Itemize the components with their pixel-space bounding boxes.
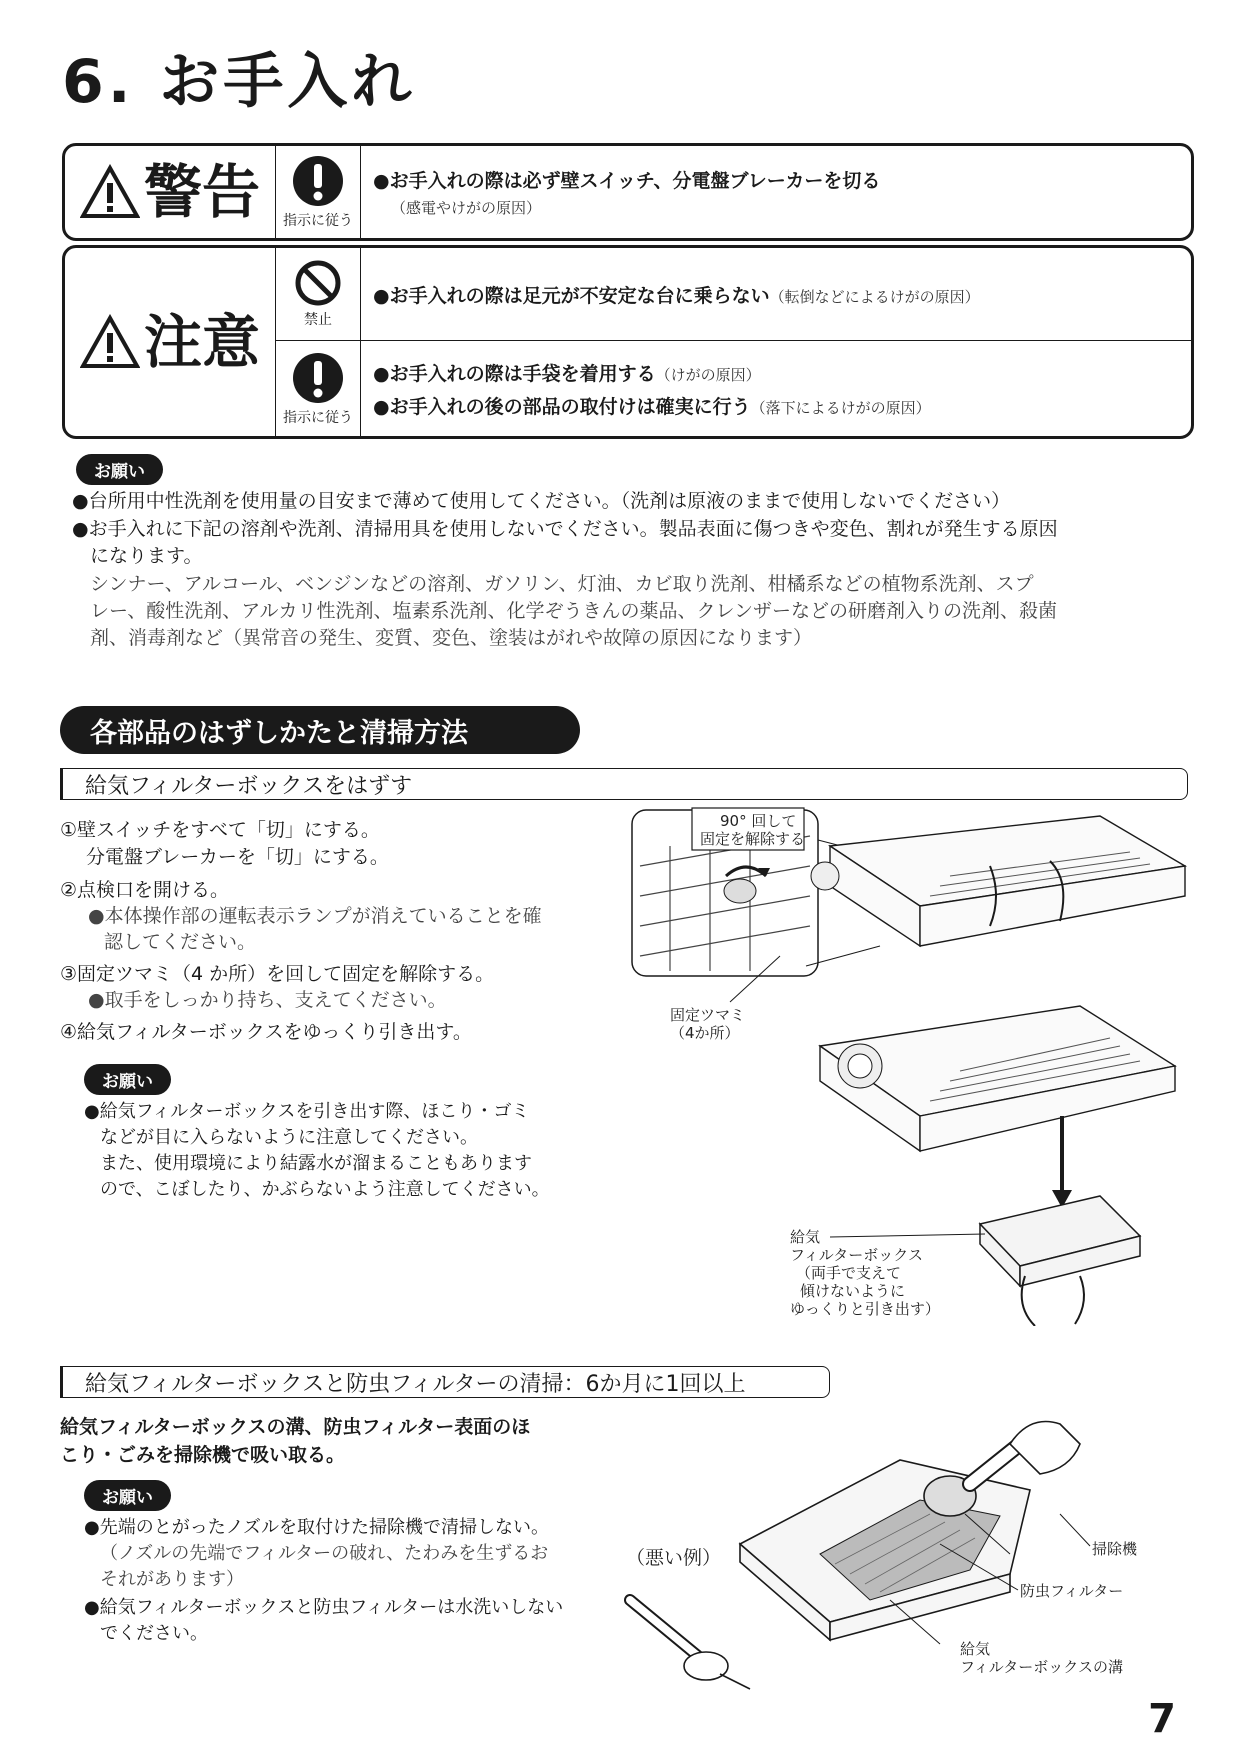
caution-box [62,245,1194,439]
warning-row [361,146,1191,238]
subsection-remove-filter-box: 給気フィルターボックスをはずす [60,768,1188,800]
filter-box-removal-illustration [630,806,1190,1326]
caution-row-1 [361,248,1191,341]
filter-box-label-1: 給気 [790,1228,821,1246]
request3-line4: ●給気フィルターボックスと防虫フィルターは水洗いしない [84,1597,564,1618]
request1-bullet2-line2: になります。 [90,545,203,567]
caution-row-2 [361,341,1191,436]
request2-line1: ●給気フィルターボックスを引き出す際、ほこり・ゴミ [84,1101,530,1122]
caution-row2-line2-reason: （落下によるけがの原因） [750,398,931,417]
warning-header [65,146,276,238]
vacuum-label: 掃除機 [1092,1540,1138,1558]
warning-triangle-icon [80,164,140,220]
caution-row2-line1-reason: （けがの原因） [655,365,761,384]
prohibition-caption: 禁止 [304,312,332,328]
caution-label: 注意 [143,308,260,376]
request1-solvents-line1: シンナー、アルコール、ベンジンなどの溶剤、ガソリン、灯油、カビ取り洗剤、柑橘系などの植物系洗剤、スプ [90,573,1034,595]
caution-row2-line2-text: ●お手入れの後の部品の取付けは確実に行う [373,395,751,418]
step3: ③固定ツマミ（4 か所）を回して固定を解除する。 [60,963,495,985]
request2-line2: などが目に入らないように注意してください。 [100,1127,478,1148]
request1-bullet1: ●台所用中性洗剤を使用量の目安まで薄めて使用してください。（洗剤は原液のままで使用しないでください） [72,490,1011,512]
request-badge-2: お願い [84,1064,171,1095]
cleaning-lead-line2: こり・ごみを掃除機で吸い取る。 [60,1444,346,1466]
request-badge-3: お願い [84,1480,171,1511]
bad-example-label: （悪い例） [626,1547,722,1569]
filter-box-label-3: （両手で支えて [796,1264,902,1282]
warning-icon-caption: 指示に従う [283,213,353,229]
caution-row1-reason: （転倒などによるけがの原因） [769,287,980,306]
request3-line1: ●先端のとがったノズルを取付けた掃除機で清掃しない。 [84,1517,549,1538]
step2-note-line1: ●本体操作部の運転表示ランプが消えていることを確 [88,905,542,927]
request3-line2: （ノズルの先端でフィルターの破れ、たわみを生ずるお [100,1543,549,1564]
warning-reason: （感電やけがの原因） [391,199,542,217]
filter-box-label-5: ゆっくりと引き出す） [790,1300,940,1318]
groove-label-2: フィルターボックスの溝 [960,1658,1124,1676]
request-badge: お願い [76,454,163,485]
section-header: 各部品のはずしかたと清掃方法 [60,706,580,754]
request2-line4: ので、こぼしたり、かぶらないよう注意してください。 [100,1179,550,1200]
request3-line5: でください。 [100,1623,208,1644]
filter-box-label-2: フィルターボックス [790,1246,924,1264]
mandatory-instruction-icon [291,351,345,405]
vacuum-cleaning-illustration [620,1404,1190,1694]
step2: ②点検口を開ける。 [60,879,230,901]
mandatory-icon-cell [276,341,361,436]
request1-bullet2-line1: ●お手入れに下記の溶剤や洗剤、清掃用具を使用しないでください。製品表面に傷つきや変色、割れが発生する原因 [72,518,1058,540]
callout-rotate-line2: 固定を解除する [700,830,806,848]
step1-line1: ①壁スイッチをすべて「切」にする。 [60,819,380,841]
callout-rotate-line1: 90° 回して [720,812,797,830]
request1-solvents-line3: 剤、消毒剤など（異常音の発生、変質、変色、塗装はがれや故障の原因になります） [90,627,813,649]
warning-text: ●お手入れの際は必ず壁スイッチ、分電盤ブレーカーを切る [373,170,881,192]
mandatory-caption: 指示に従う [283,409,353,426]
knob-label-line2: （4か所） [670,1024,740,1042]
filter-box-label-4: 傾けないように [800,1282,906,1300]
mandatory-instruction-icon [291,154,345,208]
subsection-cleaning: 給気フィルターボックスと防虫フィルターの清掃：6か月に1回以上 [60,1366,830,1398]
request3-line3: それがあります） [100,1569,244,1590]
caution-triangle-icon [80,314,140,370]
step1-line2: 分電盤ブレーカーを「切」にする。 [86,846,389,868]
prohibition-icon-cell [276,248,361,341]
step3-note: ●取手をしっかり持ち、支えてください。 [88,989,447,1011]
caution-row2-line1-text: ●お手入れの際は手袋を着用する [373,362,656,385]
step4: ④給気フィルターボックスをゆっくり引き出す。 [60,1021,472,1043]
caution-row1-text: ●お手入れの際は足元が不安定な台に乗らない [373,284,770,307]
knob-label-line1: 固定ツマミ [670,1006,746,1024]
groove-label-1: 給気 [960,1640,991,1658]
cleaning-lead-line1: 給気フィルターボックスの溝、防虫フィルター表面のほ [60,1416,531,1438]
warning-icon-cell [276,146,361,238]
step2-note-line2: 認してください。 [104,931,257,953]
page-title: 6. お手入れ [62,47,416,117]
insect-filter-label: 防虫フィルター [1020,1582,1124,1600]
page-number: 7 [1148,1696,1176,1742]
warning-box [62,143,1194,241]
caution-header [65,248,276,436]
warning-label: 警告 [143,158,260,226]
prohibition-icon [294,259,342,307]
request2-line3: また、使用環境により結露水が溜まることもあります [100,1153,532,1174]
request1-solvents-line2: レー、酸性洗剤、アルカリ性洗剤、塩素系洗剤、化学ぞうきんの薬品、クレンザーなどの研磨剤入りの洗剤、殺菌 [90,600,1058,622]
